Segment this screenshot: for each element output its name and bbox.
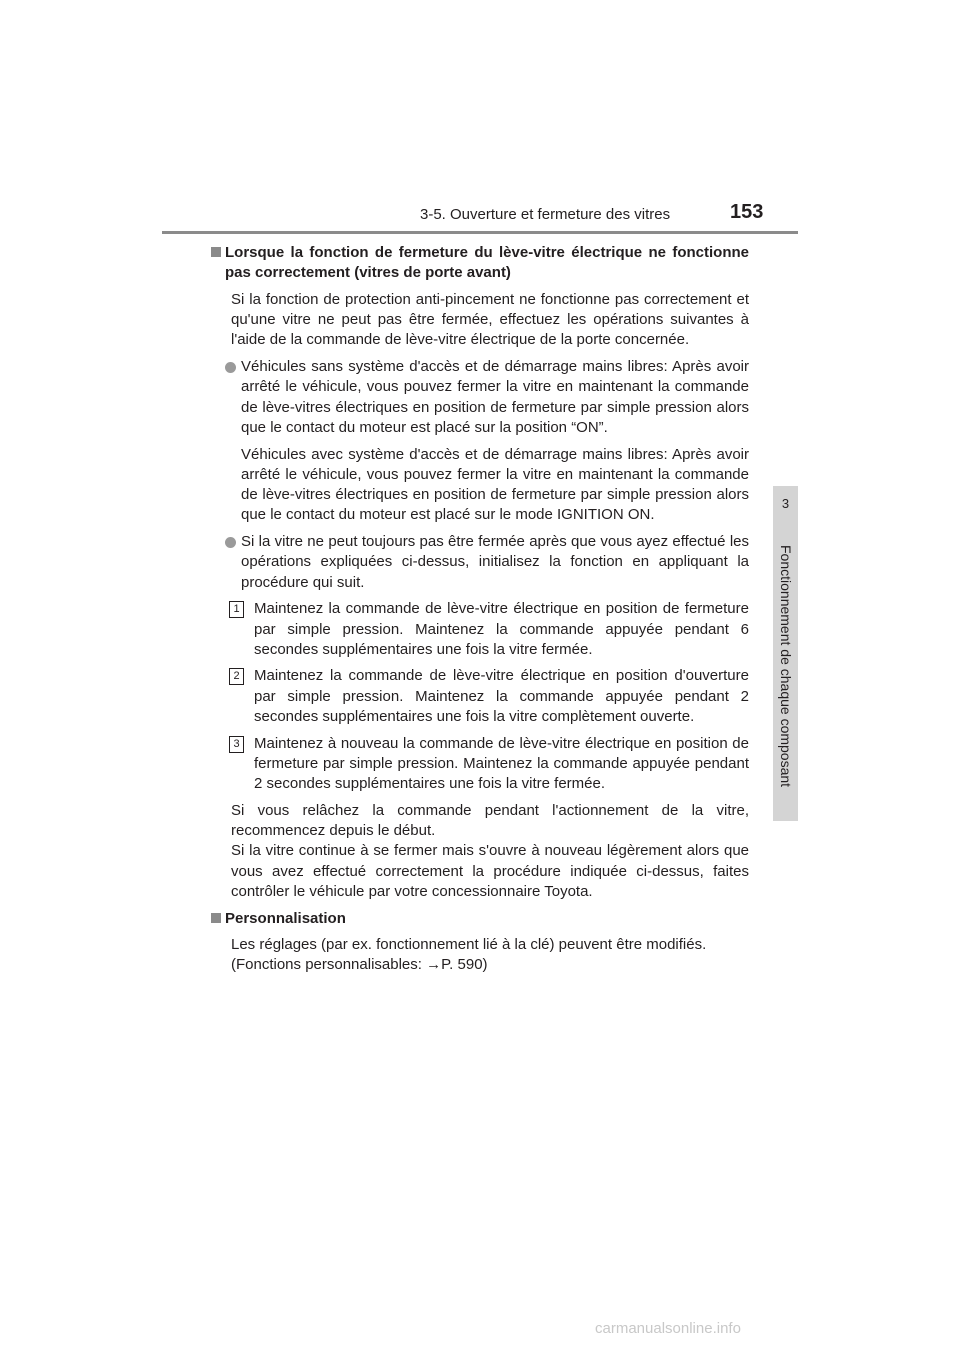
chapter-number: 3: [781, 496, 790, 511]
round-bullet-icon: [225, 362, 236, 373]
bullet-continuation: Véhicules avec système d'accès et de démarrage mains libres: Après avoir arrêté le véhicule, vous pouvez fermer la vitre en maintenant la commande de lève-vitres électriques en position de fermeture par simple pression alors que le contact du moteur est placé sur le mode IGNITION ON.: [241, 445, 749, 524]
step-number-badge: 3: [229, 736, 244, 753]
square-bullet-icon: [211, 913, 221, 923]
page-content: [211, 243, 749, 982]
section-heading: [211, 909, 749, 929]
round-bullet-icon: [225, 537, 236, 548]
step-number-badge: 2: [229, 668, 244, 685]
chapter-label: Fonctionnement de chaque composant: [778, 545, 794, 788]
step-number-badge: 1: [229, 601, 244, 618]
cross-reference: (Fonctions personnalisables: →P. 590): [231, 956, 488, 974]
step-text: Maintenez à nouveau la commande de lève-vitre électrique en position de fermeture par simple pression. Maintenez la commande appuyée pendant 2 secondes supplémentaires une fois la vitre fermée.: [254, 734, 749, 793]
watermark: carmanualsonline.info: [595, 1320, 741, 1337]
list-item: [211, 357, 749, 438]
bullet-text: Véhicules sans système d'accès et de démarrage mains libres: Après avoir arrêté le véhicule, vous pouvez fermer la vitre en maintenant la commande de lève-vitres électriques en position de fermeture par simple pression alors que le contact du moteur est placé sur la position “ON”.: [241, 358, 749, 436]
header-divider: [162, 231, 798, 234]
square-bullet-icon: [211, 247, 221, 257]
procedure-step: [211, 734, 749, 795]
step-text: Maintenez la commande de lève-vitre électrique en position d'ouverture par simple pression. Maintenez la commande appuyée pendant 2 secondes supplémentaires une fois la vitre complètement ouverte.: [254, 667, 749, 726]
step-text: Maintenez la commande de lève-vitre électrique en position de fermeture par simple pression. Maintenez la commande appuyée pendant 6 secondes supplémentaires une fois la vitre fermée.: [254, 600, 749, 658]
section-heading: [211, 243, 749, 284]
procedure-step: [211, 666, 749, 727]
section-heading-text: Personnalisation: [225, 909, 346, 927]
note-paragraph: Si la vitre continue à se fermer mais s'ouvre à nouveau légèrement alors que vous avez effectué correctement la procédure indiquée ci-dessus, faites contrôler le véhicule par votre concessionnaire Toyota.: [231, 842, 749, 900]
page-number: 153: [730, 201, 764, 223]
section-heading-text: Lorsque la fonction de fermeture du lève-vitre électrique ne fonctionne pas correctement (vitres de porte avant): [225, 244, 749, 282]
body-paragraph: Les réglages (par ex. fonctionnement lié à la clé) peuvent être modifiés.: [231, 936, 707, 954]
note-paragraph: Si vous relâchez la commande pendant l'actionnement de la vitre, recommencez depuis le début.: [231, 801, 749, 840]
list-item: [211, 532, 749, 593]
bullet-text: Si la vitre ne peut toujours pas être fermée après que vous ayez effectué les opérations expliquées ci-dessus, initialisez la fonction en appliquant la procédure qui suit.: [241, 533, 749, 591]
intro-paragraph: Si la fonction de protection anti-pincement ne fonctionne pas correctement et qu'une vitre ne peut pas être fermée, effectuez les opérations suivantes à l'aide de la commande de lève-vitre électrique de la porte concernée.: [231, 290, 749, 349]
section-title: 3-5. Ouverture et fermeture des vitres: [420, 206, 671, 223]
procedure-step: [211, 599, 749, 660]
